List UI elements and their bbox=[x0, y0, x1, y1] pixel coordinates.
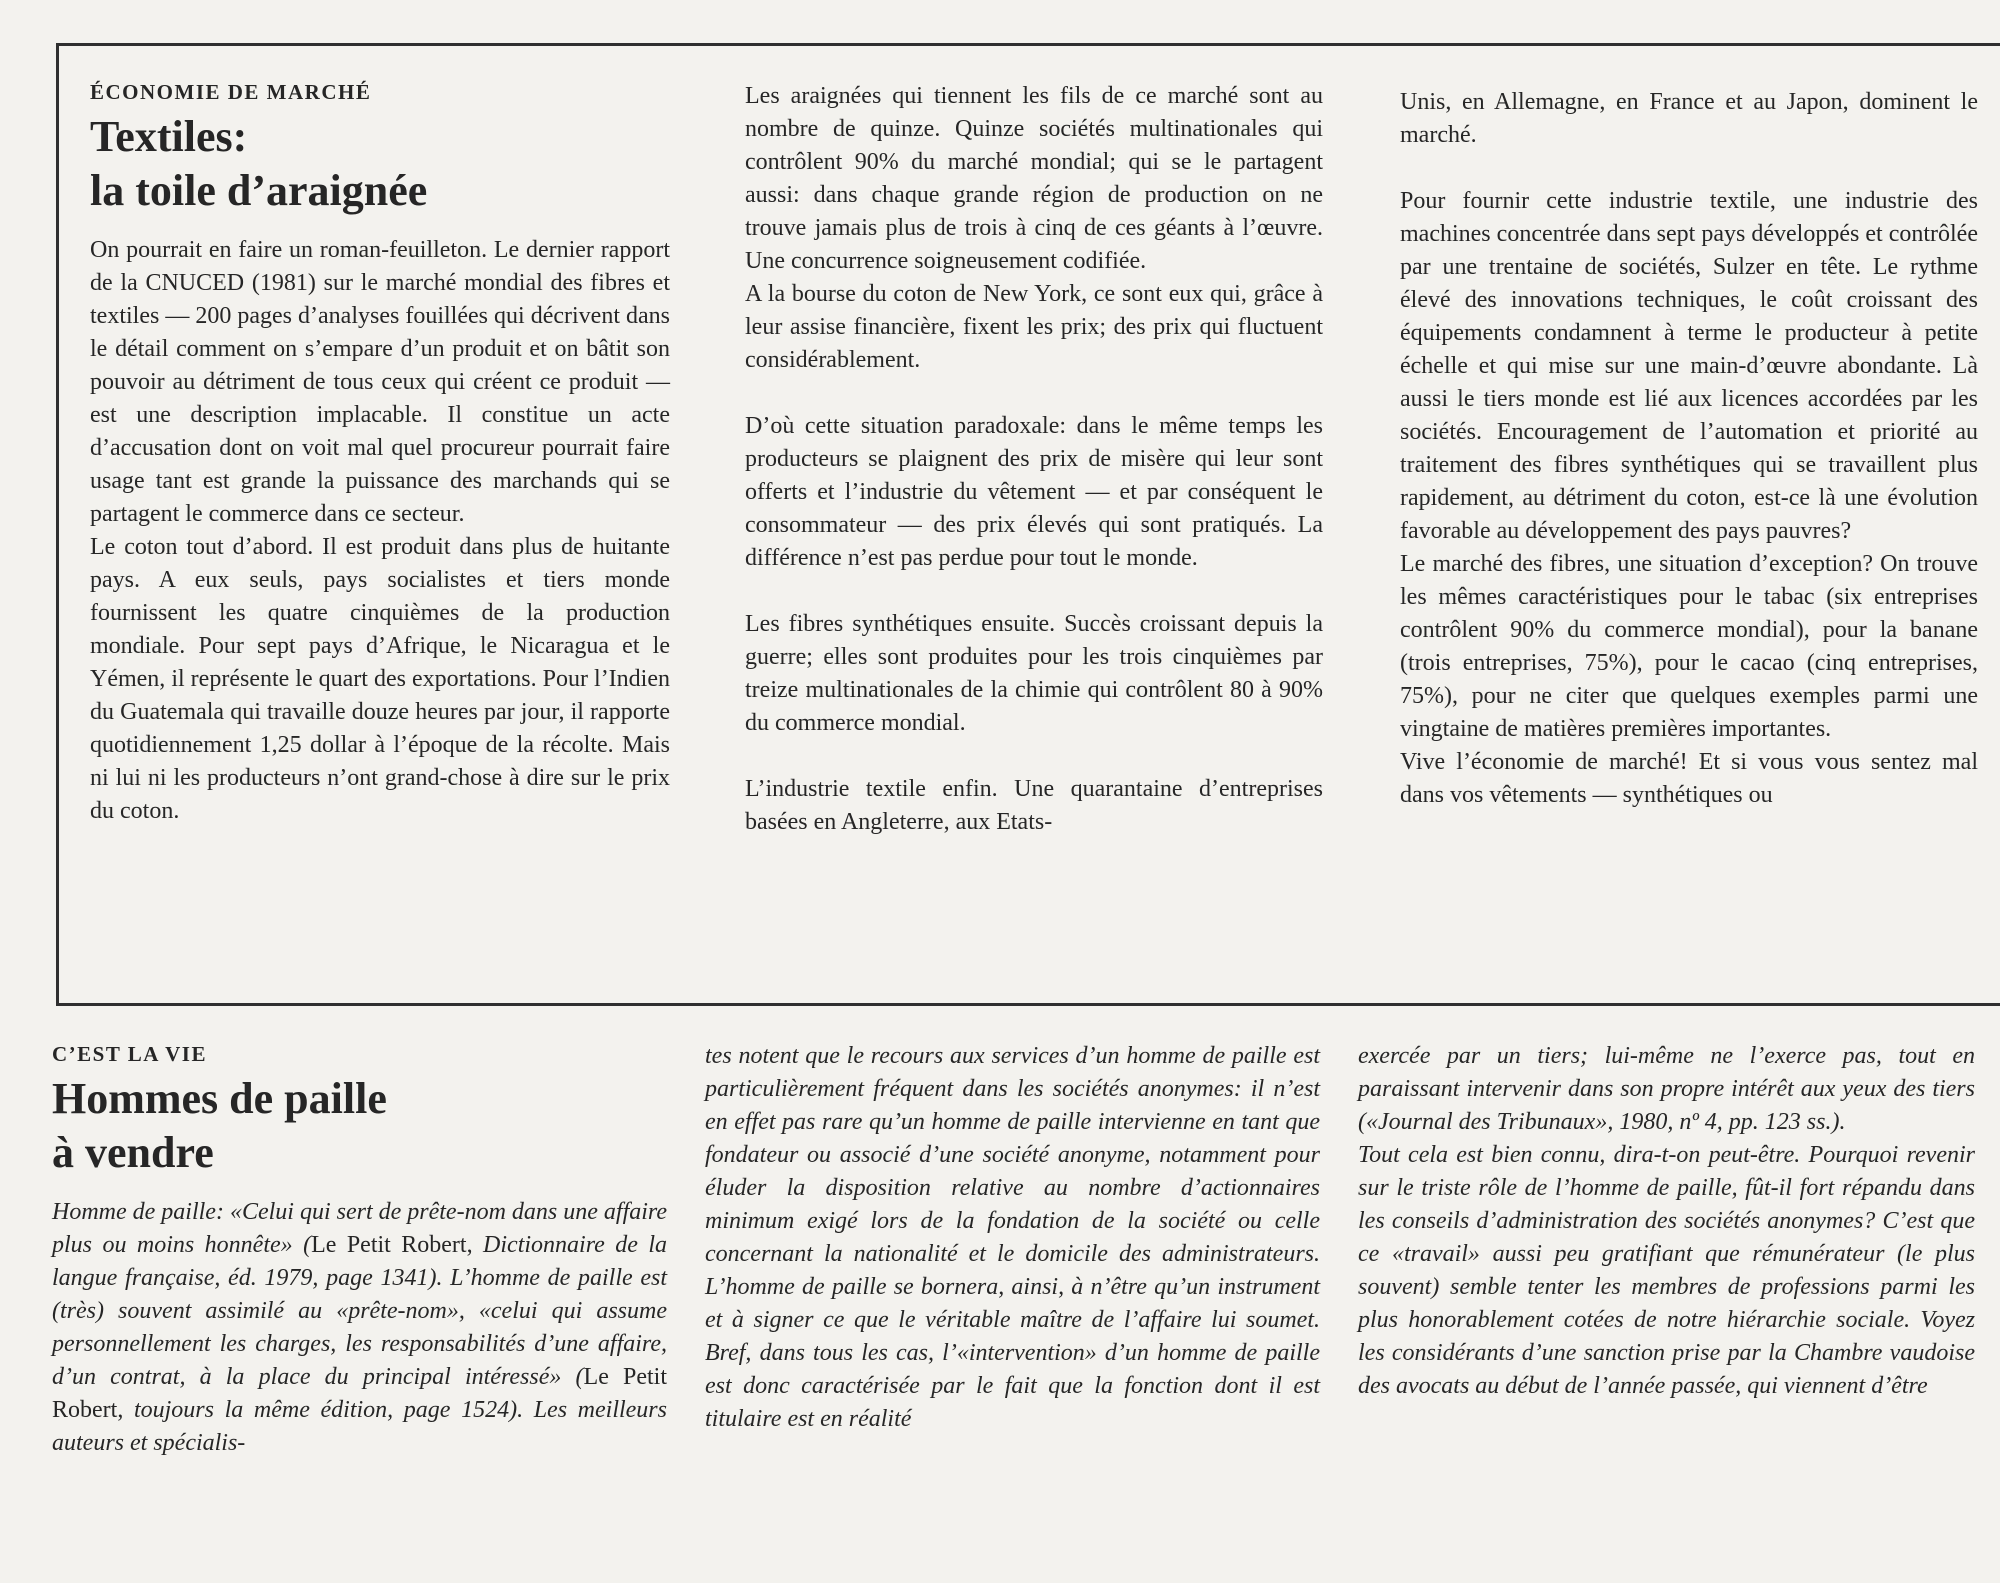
paragraph: Le marché des fibres, une situation d’exception? On trouve les mêmes caractéristiques pour le tabac (six entreprises contrôlent 90% du commerce mondial), pour la banane (trois entreprises, 75%), pour le cacao (cinq entreprises, 75%), pour ne citer que quelques exemples parmi une vingtaine de matières premières importantes. bbox=[1400, 551, 1978, 742]
article-hommes-de-paille-title-line-1: Hommes de paille bbox=[52, 1074, 387, 1123]
paragraph bbox=[52, 1196, 667, 1460]
article-textiles-column-1 bbox=[90, 78, 670, 828]
paragraph: On pourrait en faire un roman-feuilleton. Le dernier rapport de la CNUCED (1981) sur le marché mondial des fibres et textiles — 200 pages d’analyses fouillées qui décrivent dans le détail comment on s’empare d’un produit et on bâtit son pouvoir au détriment de tous ceux qui créent ce produit — est une description implacable. Il constitue un acte d’accusation dont on voit mal quel procureur pourrait faire usage tant est grande la puissance des marchands qui se partagent le commerce dans ce secteur. bbox=[90, 237, 670, 527]
paragraph: A la bourse du coton de New York, ce sont eux qui, grâce à leur assise financière, fixent les prix; des prix qui fluctuent considérablement. bbox=[745, 281, 1323, 373]
article-textiles-title-line-2: la toile d’araignée bbox=[90, 166, 428, 215]
text-run-upright: Le Petit Robert, bbox=[52, 1364, 667, 1423]
text-run-upright: Le Petit Robert, bbox=[311, 1232, 473, 1258]
article-hommes-de-paille-column-1 bbox=[52, 1040, 667, 1460]
paragraph: Le coton tout d’abord. Il est produit dans plus de huitante pays. A eux seuls, pays socialistes et tiers monde fournissent les quatre cinquièmes de la production mondiale. Pour sept pays d’Afrique, le Nicaragua et le Yémen, il représente le quart des exportations. Pour l’Indien du Guatemala qui travaille douze heures par jour, il rapporte quotidiennement 1,25 dollar à l’époque de la récolte. Mais ni lui ni les producteurs n’ont grand-chose à dire sur le prix du coton. bbox=[90, 534, 670, 824]
article-textiles-title-line-1: Textiles: bbox=[90, 112, 248, 161]
article-hommes-de-paille-title bbox=[52, 1072, 667, 1180]
paragraph: tes notent que le recours aux services d’un homme de paille est particulièrement fréquent dans les sociétés anonymes: il n’est en effet pas rare qu’un homme de paille intervienne en tant que fondateur ou associé d’une société anonyme, notamment pour éluder la disposition relative au nombre d’actionnaires minimum exigé lors de la fondation de la société ou celle concernant la nationalité et le domicile des administrateurs. L’homme de paille se bornera, ainsi, à n’être qu’un instrument et à signer ce que le véritable maître de l’affaire lui soumet. Bref, dans tous les cas, l’«intervention» d’un homme de paille est donc caractérisée par le fait que la fonction dont il est titulaire est en réalité bbox=[705, 1043, 1320, 1432]
paragraph: L’industrie textile enfin. Une quarantaine d’entreprises basées en Angleterre, aux Etats- bbox=[745, 776, 1323, 835]
text-run: Homme de paille: «Celui qui sert de prête-nom dans une affaire plus ou moins honnête» ( bbox=[52, 1199, 667, 1258]
article-hommes-de-paille-column-2 bbox=[705, 1040, 1320, 1436]
article-hommes-de-paille-column-3 bbox=[1358, 1040, 1975, 1403]
article-textiles-column-3 bbox=[1400, 86, 1978, 812]
article-hommes-de-paille-kicker: C’EST LA VIE bbox=[52, 1042, 207, 1066]
paragraph: D’où cette situation paradoxale: dans le même temps les producteurs se plaignent des prix de misère qui leur sont offerts et l’industrie du vêtement — et par conséquent le consommateur — des prix élevés qui sont pratiqués. La différence n’est pas perdue pour tout le monde. bbox=[745, 413, 1323, 571]
paragraph: Tout cela est bien connu, dira-t-on peut-être. Pourquoi revenir sur le triste rôle de l’homme de paille, fût-il fort répandu dans les conseils d’administration des sociétés anonymes? C’est que ce «travail» aussi peu gratifiant que rémunérateur (le plus souvent) semble tenter les membres de professions parmi les plus honorablement cotées de notre hiérarchie sociale. Voyez les considérants d’une sanction prise par la Chambre vaudoise des avocats au début de l’année passée, qui viennent d’être bbox=[1358, 1142, 1975, 1399]
text-run: toujours la même édition, page 1524). Les meilleurs auteurs et spécialis- bbox=[52, 1397, 667, 1456]
paragraph: Les fibres synthétiques ensuite. Succès croissant depuis la guerre; elles sont produites pour les trois cinquièmes par treize multinationales de la chimie qui contrôlent 80 à 90% du commerce mondial. bbox=[745, 611, 1323, 736]
paragraph: Pour fournir cette industrie textile, une industrie des machines concentrée dans sept pays développés et contrôlée par une trentaine de sociétés, Sulzer en tête. Le rythme élevé des innovations techniques, le coût croissant des équipements condamnent à terme le producteur à petite échelle et qui mise sur une main-d’œuvre abondante. Là aussi le tiers monde est lié aux licences accordées par les sociétés. Encouragement de l’automation et priorité au traitement des fibres synthétiques qui se travaillent plus rapidement, au détriment du coton, est-ce là une évolution favorable au développement des pays pauvres? bbox=[1400, 188, 1978, 544]
paragraph: Unis, en Allemagne, en France et au Japon, dominent le marché. bbox=[1400, 89, 1978, 148]
article-textiles-kicker: ÉCONOMIE DE MARCHÉ bbox=[90, 80, 372, 104]
paragraph: Vive l’économie de marché! Et si vous vous sentez mal dans vos vêtements — synthétiques ou bbox=[1400, 749, 1978, 808]
text-run: Dictionnaire de la langue française, éd. 1979, page 1341). L’homme de paille est (très) souvent assimilé au «prête-nom», «celui qui assume personnellement les charges, les responsabilités d’une affaire, d’un contrat, à la place du principal intéressé» ( bbox=[52, 1232, 668, 1390]
paragraph: Les araignées qui tiennent les fils de ce marché sont au nombre de quinze. Quinze sociétés multinationales qui contrôlent 90% du marché mondial; qui se le partagent aussi: dans chaque grande région de production on ne trouve jamais plus de trois à cinq de ces géants à l’œuvre. Une concurrence soigneusement codifiée. bbox=[745, 83, 1323, 274]
paragraph: exercée par un tiers; lui-même ne l’exerce pas, tout en paraissant intervenir dans son propre intérêt aux yeux des tiers («Journal des Tribunaux», 1980, nº 4, pp. 123 ss.). bbox=[1358, 1043, 1975, 1135]
article-hommes-de-paille-title-line-2: à vendre bbox=[52, 1128, 214, 1177]
article-textiles-column-2 bbox=[745, 80, 1323, 839]
article-textiles-title bbox=[90, 110, 670, 218]
